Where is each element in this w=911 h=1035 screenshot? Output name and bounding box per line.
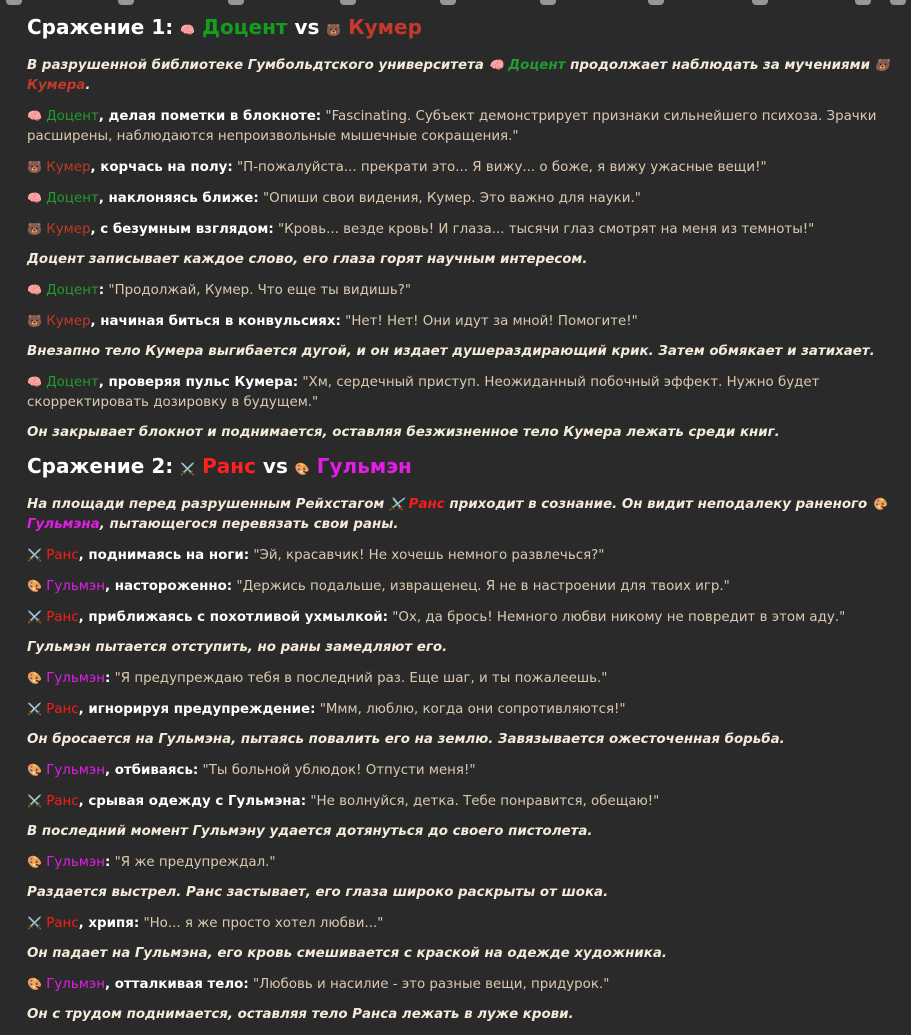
character-name-gulmen: Гульмэн	[46, 763, 105, 778]
toolbar-icon-10[interactable]	[890, 0, 906, 5]
dialogue-line	[27, 545, 897, 566]
narration-text: .	[85, 78, 91, 93]
dialogue-quote: "Держись подальше, извращенец. Я не в настроении для твоих игр."	[236, 579, 730, 594]
action-description: , с безумным взглядом:	[90, 222, 274, 237]
toolbar-icon-9[interactable]	[855, 0, 871, 5]
action-description: , игнорируя предупреждение:	[78, 702, 316, 717]
narration-line: Внезапно тело Кумера выгибается дугой, и он издает душераздирающий крик. Затем обмякает и затихает.	[27, 344, 875, 359]
dialogue-quote: "Ммм, люблю, когда они сопротивляются!"	[319, 702, 626, 717]
palette-icon: 🎨	[294, 462, 310, 476]
action-description: :	[98, 283, 105, 298]
brain-icon: 🧠	[27, 283, 42, 297]
dialogue-quote: "Любовь и насилие - это разные вещи, придурок."	[253, 977, 610, 992]
crossed-swords-icon: ⚔️	[27, 794, 42, 808]
palette-icon: 🎨	[27, 855, 42, 869]
dialogue-line	[27, 576, 897, 597]
fighter-name-kumer: Кумер	[348, 15, 422, 39]
character-name-kumer: Кумер	[46, 314, 91, 329]
action-description: , хрипя:	[78, 916, 140, 931]
action-description: , срывая одежду с Гульмэна:	[78, 794, 307, 809]
dialogue-line	[27, 760, 897, 781]
crossed-swords-icon: ⚔️	[27, 548, 42, 562]
dialogue-quote: "Хм, сердечный приступ. Неожиданный побочный эффект. Нужно будет скорректировать дозировку в будущем."	[27, 375, 820, 410]
narration-text: , пытающегося перевязать свои раны.	[99, 517, 399, 532]
toolbar-icon-6[interactable]	[540, 0, 556, 5]
narration-line: Он с трудом поднимается, оставляя тело Ранса лежать в луже крови.	[27, 1007, 574, 1022]
character-name-docent: Доцент	[46, 109, 99, 124]
narration-line: Он бросается на Гульмэна, пытаясь повалить его на землю. Завязывается ожесточенная борьба.	[27, 732, 785, 747]
dialogue-line	[27, 791, 897, 812]
battle-1-heading	[27, 14, 897, 43]
fighter-name-gulmen: Гульмэн	[316, 454, 412, 478]
dialogue-quote: "Fascinating. Субъект демонстрирует признаки сильнейшего психоза. Зрачки расширены, наблюдаются непроизвольные мышечные сокращения."	[27, 109, 877, 144]
dialogue-line	[27, 280, 897, 301]
dialogue-line	[27, 607, 897, 628]
toolbar-icon-1[interactable]	[6, 0, 22, 5]
character-name-docent: Доцент	[46, 375, 99, 390]
action-description: , делая пометки в блокноте:	[98, 109, 322, 124]
battle-2-heading	[27, 453, 897, 482]
brain-icon: 🧠	[27, 191, 42, 205]
character-name-rans: Ранс	[408, 497, 445, 512]
crossed-swords-icon: ⚔️	[389, 497, 404, 511]
narration-line: Он падает на Гульмэна, его кровь смешивается с краской на одежде художника.	[27, 946, 667, 961]
dialogue-line	[27, 106, 897, 147]
crossed-swords-icon: ⚔️	[27, 610, 42, 624]
action-description: , начиная биться в конвульсиях:	[90, 314, 341, 329]
brain-icon: 🧠	[27, 109, 42, 123]
narration-text: На площади перед разрушенным Рейхстагом	[27, 497, 385, 512]
narration-text: В разрушенной библиотеке Гумбольдтского университета	[27, 58, 484, 73]
crossed-swords-icon: ⚔️	[27, 916, 42, 930]
bear-icon: 🐻	[874, 58, 890, 72]
narration-line: Он закрывает блокнот и поднимается, оставляя безжизненное тело Кумера лежать среди книг.	[27, 425, 780, 440]
dialogue-line	[27, 311, 897, 332]
toolbar-icon-3[interactable]	[228, 0, 244, 5]
character-name-gulmen: Гульмэн	[46, 977, 105, 992]
dialogue-line	[27, 219, 897, 240]
palette-icon: 🎨	[27, 763, 42, 777]
narration-text: приходит в сознание. Он видит неподалеку раненого	[449, 497, 868, 512]
narration-line	[27, 55, 897, 96]
dialogue-quote: "Я предупреждаю тебя в последний раз. Еще шаг, и ты пожалеешь."	[114, 671, 608, 686]
character-name-docent: Доцент	[46, 283, 99, 298]
character-name-docent: Доцент	[508, 58, 566, 73]
toolbar-icon-5[interactable]	[440, 0, 456, 5]
character-name-gulmen: Гульмэн	[46, 855, 105, 870]
brain-icon: 🧠	[27, 375, 42, 389]
top-toolbar	[0, 0, 911, 8]
palette-icon: 🎨	[27, 977, 42, 991]
action-description: , проверяя пульс Кумера:	[98, 375, 299, 390]
narration-line: Гульмэн пытается отступить, но раны замедляют его.	[27, 640, 448, 655]
narration-line: Раздается выстрел. Ранс застывает, его глаза широко раскрыты от шока.	[27, 885, 609, 900]
character-name-gulmen: Гульмэн	[46, 671, 105, 686]
dialogue-quote: "Кровь... везде кровь! И глаза... тысячи глаз смотрят на меня из темноты!"	[277, 222, 815, 237]
dialogue-line	[27, 699, 897, 720]
bear-icon: 🐻	[326, 23, 342, 37]
crossed-swords-icon: ⚔️	[27, 702, 42, 716]
fighter-name-docent: Доцент	[202, 15, 288, 39]
character-name-docent: Доцент	[46, 191, 99, 206]
dialogue-line	[27, 852, 897, 873]
chat-message-content	[27, 8, 897, 1035]
toolbar-icon-2[interactable]	[118, 0, 134, 5]
toolbar-icon-7[interactable]	[648, 0, 664, 5]
dialogue-quote: "Ох, да брось! Немного любви никому не повредит в этом аду."	[392, 610, 846, 625]
dialogue-quote: "Но... я же просто хотел любви..."	[143, 916, 384, 931]
dialogue-line	[27, 974, 897, 995]
dialogue-quote: "Эй, красавчик! Не хочешь немного развлечься?"	[253, 548, 605, 563]
dialogue-line	[27, 372, 897, 413]
bear-icon: 🐻	[27, 314, 42, 328]
vs-label: vs	[294, 15, 320, 39]
dialogue-quote: "Продолжай, Кумер. Что еще ты видишь?"	[108, 283, 411, 298]
palette-icon: 🎨	[27, 579, 42, 593]
dialogue-quote: "Нет! Нет! Они идут за мной! Помогите!"	[345, 314, 638, 329]
toolbar-icon-8[interactable]	[752, 0, 768, 5]
dialogue-quote: "Не волнуйся, детка. Тебе понравится, обещаю!"	[310, 794, 660, 809]
action-description: , отбиваясь:	[104, 763, 199, 778]
palette-icon: 🎨	[871, 497, 887, 511]
dialogue-line	[27, 157, 897, 178]
character-name-rans: Ранс	[46, 548, 79, 563]
crossed-swords-icon: ⚔️	[180, 462, 196, 476]
action-description: , корчась на полу:	[90, 160, 233, 175]
palette-icon: 🎨	[27, 671, 42, 685]
narration-text: продолжает наблюдать за мучениями	[570, 58, 870, 73]
character-name-rans: Ранс	[46, 794, 79, 809]
battle-title-prefix: Сражение 1:	[27, 15, 174, 39]
dialogue-quote: "Ты больной ублюдок! Отпусти меня!"	[202, 763, 476, 778]
narration-line: В последний момент Гульмэну удается дотянуться до своего пистолета.	[27, 824, 593, 839]
character-name-rans: Ранс	[46, 916, 79, 931]
bear-icon: 🐻	[27, 222, 42, 236]
character-name-rans: Ранс	[46, 702, 79, 717]
dialogue-quote: "П-пожалуйста... прекрати это... Я вижу... о боже, я вижу ужасные вещи!"	[236, 160, 767, 175]
character-name-kumer: Кумера	[27, 78, 86, 93]
brain-icon: 🧠	[180, 23, 196, 37]
character-name-kumer: Кумер	[46, 222, 91, 237]
action-description: , отталкивая тело:	[104, 977, 249, 992]
action-description: :	[104, 855, 111, 870]
dialogue-quote: "Я же предупреждал."	[114, 855, 276, 870]
character-name-gulmen: Гульмэн	[46, 579, 105, 594]
action-description: :	[104, 671, 111, 686]
action-description: , поднимаясь на ноги:	[78, 548, 250, 563]
character-name-kumer: Кумер	[46, 160, 91, 175]
character-name-rans: Ранс	[46, 610, 79, 625]
character-name-gulmen: Гульмэна	[27, 517, 100, 532]
vs-label: vs	[262, 454, 288, 478]
action-description: , приближаясь с похотливой ухмылкой:	[78, 610, 388, 625]
battle-title-prefix: Сражение 2:	[27, 454, 174, 478]
brain-icon: 🧠	[488, 58, 504, 72]
dialogue-line	[27, 668, 897, 689]
dialogue-line	[27, 188, 897, 209]
dialogue-line	[27, 913, 897, 934]
bear-icon: 🐻	[27, 160, 42, 174]
toolbar-icon-4[interactable]	[340, 0, 356, 5]
action-description: , настороженно:	[104, 579, 233, 594]
narration-line	[27, 494, 897, 535]
narration-line: Доцент записывает каждое слово, его глаза горят научным интересом.	[27, 252, 588, 267]
fighter-name-rans: Ранс	[202, 454, 256, 478]
dialogue-quote: "Опиши свои видения, Кумер. Это важно для науки."	[263, 191, 641, 206]
action-description: , наклоняясь ближе:	[98, 191, 259, 206]
